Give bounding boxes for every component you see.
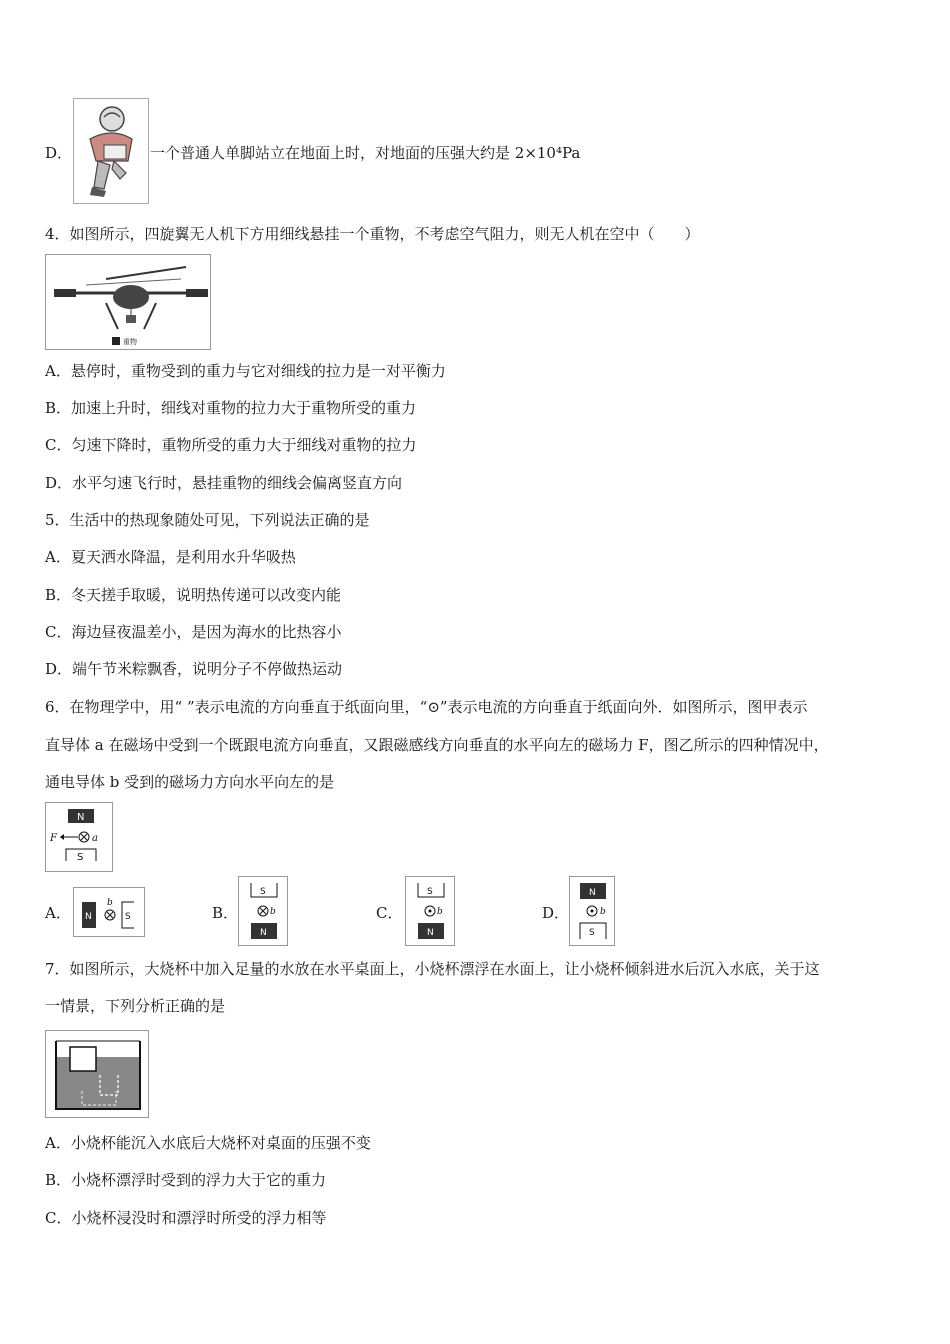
opt-b-s: S bbox=[260, 887, 266, 897]
q4-option-b: B．加速上升时，细线对重物的拉力大于重物所受的重力 bbox=[45, 399, 417, 417]
q6-option-d-figure bbox=[569, 876, 615, 946]
q6-option-b-label: B． bbox=[212, 904, 239, 922]
q6-option-c-label: C． bbox=[376, 904, 403, 922]
q7-stem-line-1: 7．如图所示，大烧杯中加入足量的水放在水平桌面上，小烧杯漂浮在水面上，让小烧杯倾斜进水后沉入水底，关于这 bbox=[45, 960, 820, 978]
magnet-force-diagram bbox=[46, 803, 113, 872]
q6-option-b-figure bbox=[238, 876, 288, 946]
q6-main-figure bbox=[45, 802, 113, 872]
q4-option-a: A．悬停时，重物受到的重力与它对细线的拉力是一对平衡力 bbox=[45, 362, 446, 380]
q6-stem-line-1: 6．在物理学中，用“ ”表示电流的方向垂直于纸面向里，“⊙”表示电流的方向垂直于纸面向外．如图所示，图甲表示 bbox=[45, 698, 808, 716]
opt-c-b: b bbox=[437, 907, 443, 917]
opt-a-b: b bbox=[107, 898, 113, 908]
q5-option-a: A．夏天洒水降温，是利用水升华吸热 bbox=[45, 548, 296, 566]
beaker-illustration bbox=[46, 1031, 149, 1118]
drone-figure bbox=[45, 254, 211, 350]
q6-option-a-figure bbox=[73, 887, 145, 937]
q4-option-c: C．匀速下降时，重物所受的重力大于细线对重物的拉力 bbox=[45, 436, 417, 454]
main-n-label: N bbox=[77, 812, 85, 823]
main-f-label: F bbox=[50, 833, 57, 844]
q6-option-d-label: D． bbox=[542, 904, 570, 922]
q6-option-c-figure bbox=[405, 876, 455, 946]
q4-stem: 4．如图所示，四旋翼无人机下方用细线悬挂一个重物，不考虑空气阻力，则无人机在空中（ ） bbox=[45, 225, 700, 243]
drone-caption: 重物 bbox=[123, 338, 137, 346]
beaker-figure bbox=[45, 1030, 149, 1118]
q6-stem-line-2: 直导体 a 在磁场中受到一个既跟电流方向垂直，又跟磁感线方向垂直的水平向左的磁场力 F，图乙所示的四种情况中， bbox=[45, 736, 829, 754]
q3-option-d-label: D． bbox=[45, 144, 73, 162]
opt-d-n: N bbox=[589, 888, 596, 898]
q7-option-a: A．小烧杯能沉入水底后大烧杯对桌面的压强不变 bbox=[45, 1134, 371, 1152]
q7-stem-line-2: 一情景，下列分析正确的是 bbox=[45, 997, 226, 1015]
q7-option-c: C．小烧杯浸没时和漂浮时所受的浮力相等 bbox=[45, 1209, 327, 1227]
opt-c-s: S bbox=[427, 887, 433, 897]
q5-option-c: C．海边昼夜温差小，是因为海水的比热容小 bbox=[45, 623, 342, 641]
opt-d-b: b bbox=[600, 907, 606, 917]
q5-stem: 5．生活中的热现象随处可见，下列说法正确的是 bbox=[45, 511, 370, 529]
q6-stem-line-3: 通电导体 b 受到的磁场力方向水平向左的是 bbox=[45, 773, 335, 791]
q3-option-d-text: 一个普通人单脚站立在地面上时，对地面的压强大约是 2×10⁴Pa bbox=[150, 144, 581, 162]
opt-b-b: b bbox=[270, 907, 276, 917]
main-a-label: a bbox=[92, 833, 98, 844]
person-standing-figure bbox=[73, 98, 149, 204]
q5-option-d: D．端午节米粽飘香，说明分子不停做热运动 bbox=[45, 660, 343, 678]
opt-a-s: S bbox=[125, 912, 131, 922]
opt-a-n: N bbox=[85, 912, 92, 922]
q4-option-d: D．水平匀速飞行时，悬挂重物的细线会偏离竖直方向 bbox=[45, 474, 403, 492]
opt-d-s: S bbox=[589, 928, 595, 938]
drone-illustration bbox=[46, 255, 211, 350]
person-standing-illustration bbox=[74, 99, 149, 204]
q6-option-a-label: A． bbox=[45, 904, 71, 922]
q7-option-b: B．小烧杯漂浮时受到的浮力大于它的重力 bbox=[45, 1171, 327, 1189]
q5-option-b: B．冬天搓手取暖，说明热传递可以改变内能 bbox=[45, 586, 342, 604]
main-s-label: S bbox=[77, 852, 84, 863]
opt-c-n: N bbox=[427, 928, 434, 938]
opt-b-n: N bbox=[260, 928, 267, 938]
